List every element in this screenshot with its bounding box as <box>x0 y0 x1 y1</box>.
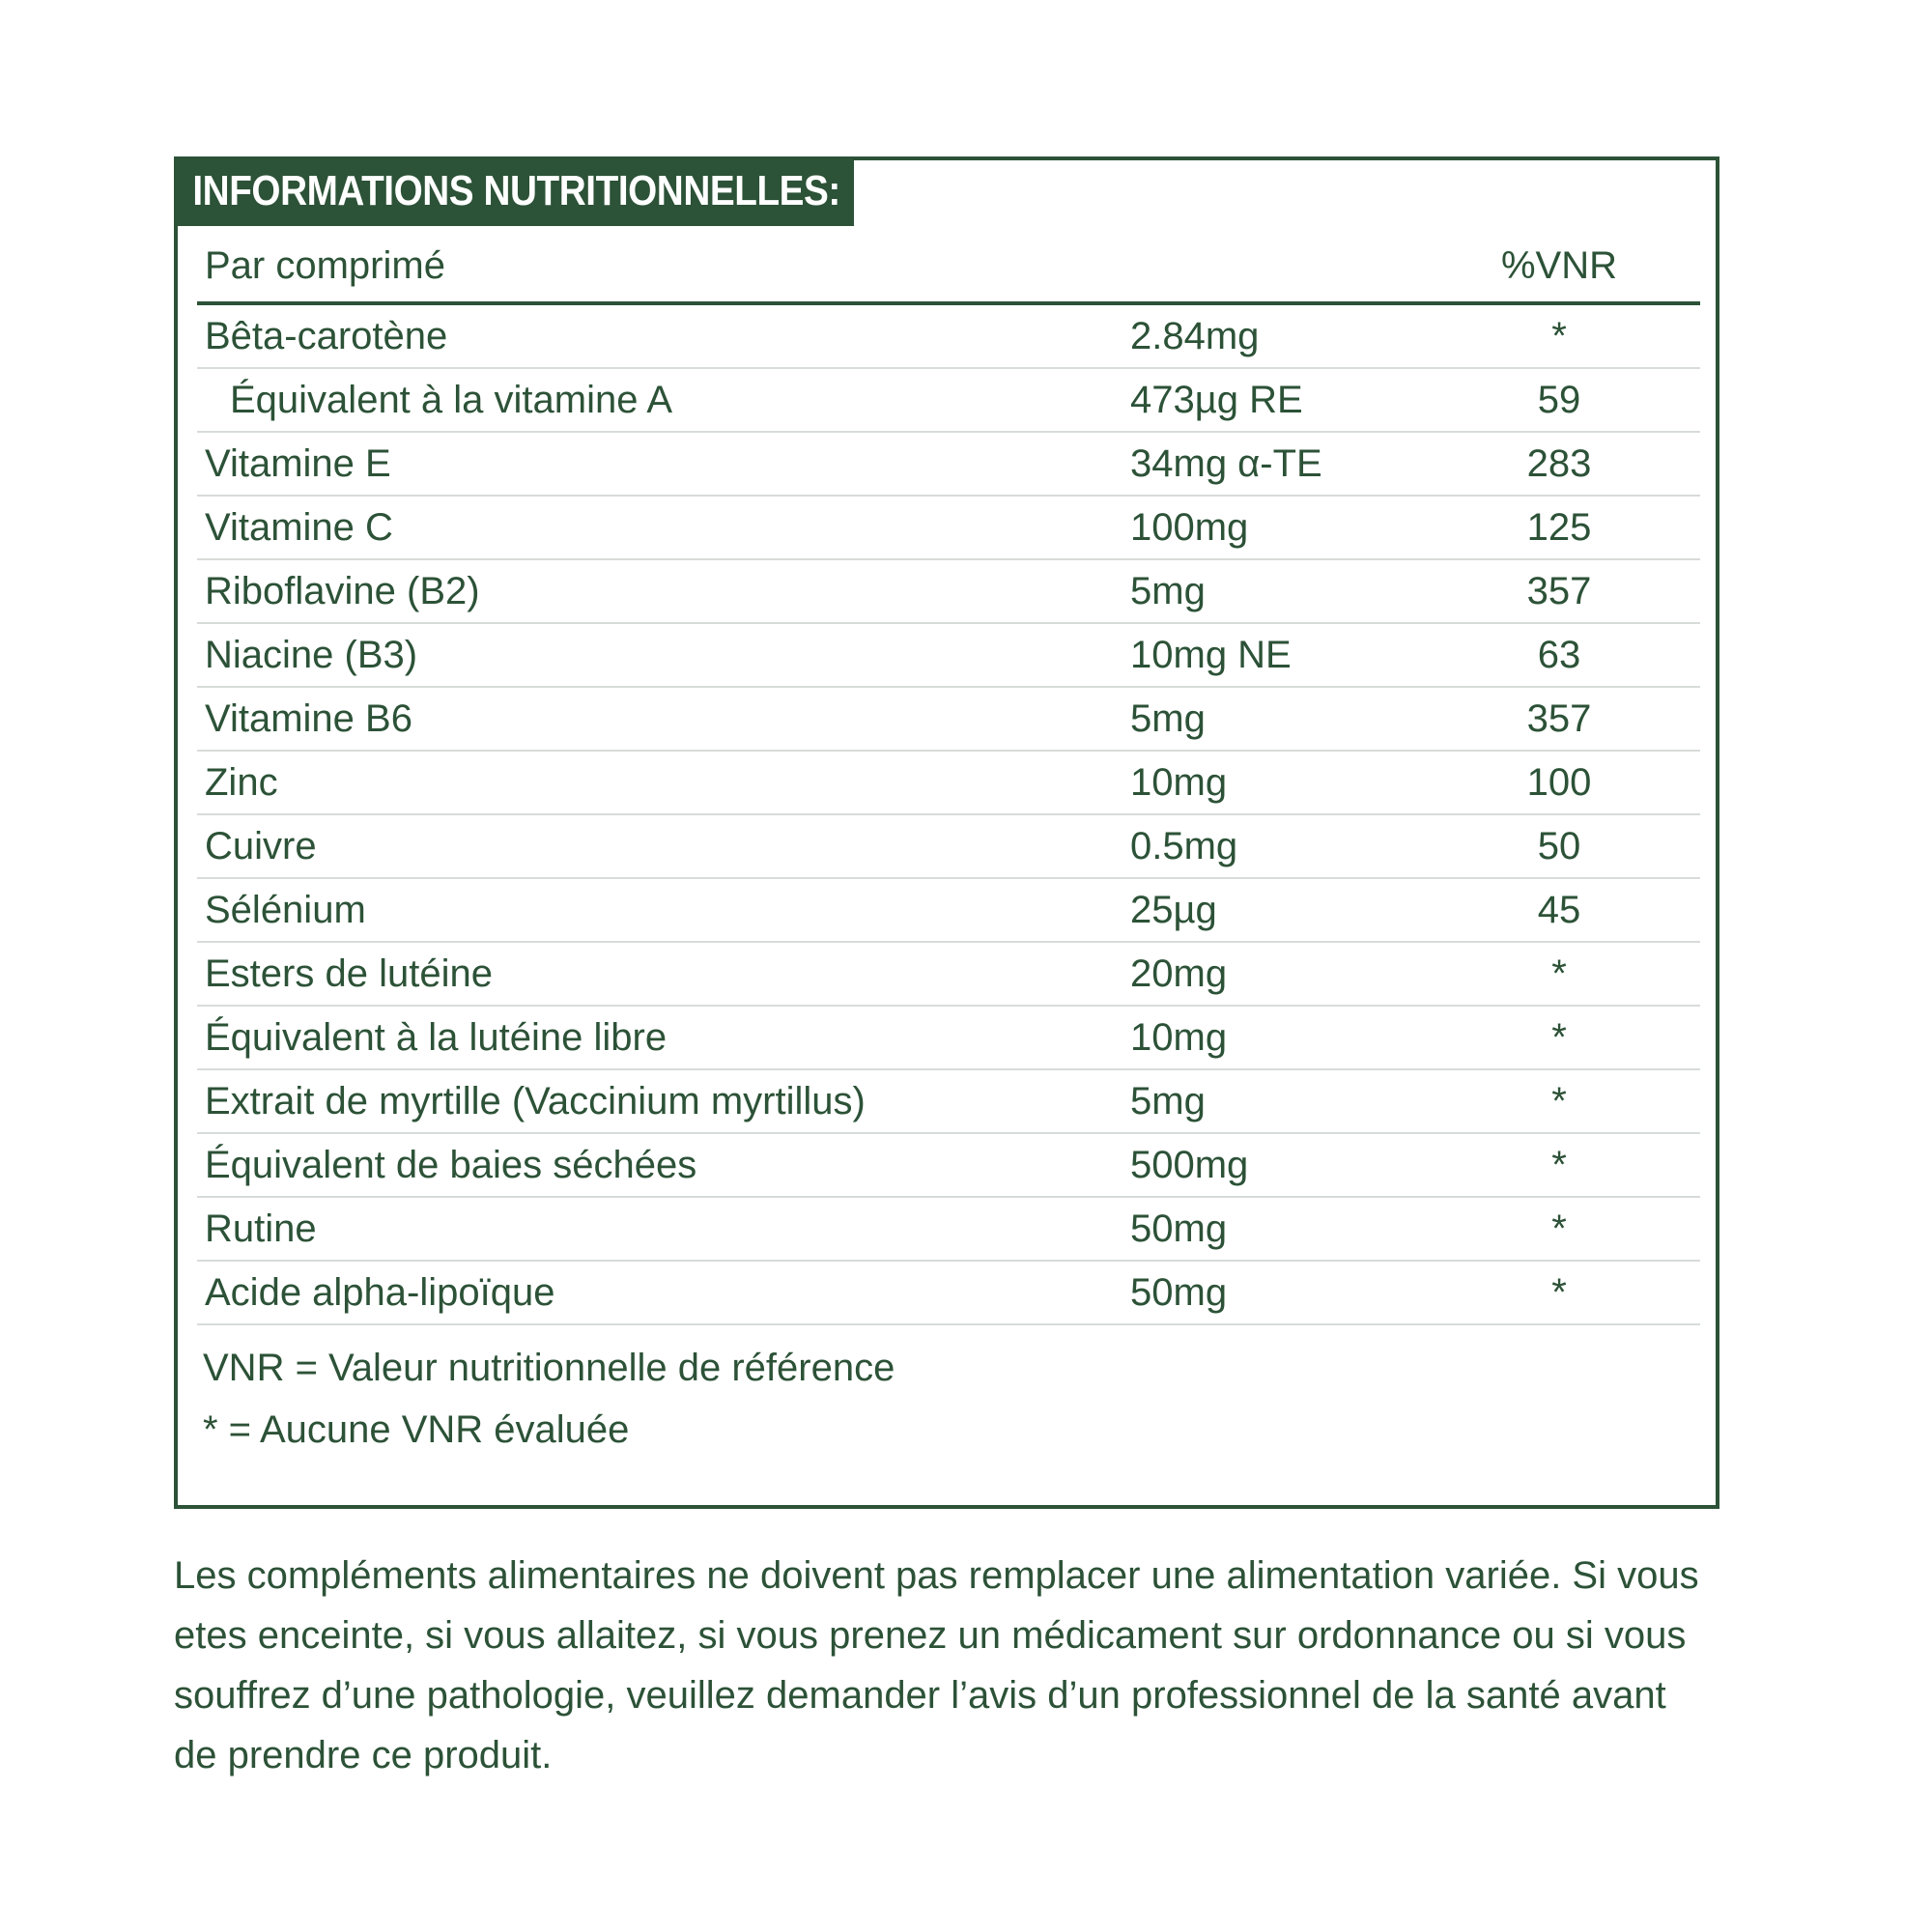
nutrient-amount: 100mg <box>1130 506 1249 549</box>
nutrient-name: Zinc <box>205 761 278 804</box>
nutrient-vnr: * <box>1551 1144 1567 1186</box>
table-row <box>197 943 1700 1007</box>
nutrient-amount: 50mg <box>1130 1271 1228 1314</box>
nutrient-vnr: 59 <box>1537 379 1581 421</box>
nutrient-vnr: 45 <box>1537 889 1581 931</box>
nutrient-amount: 2.84mg <box>1130 315 1260 357</box>
nutrient-vnr: 125 <box>1526 506 1592 549</box>
nutrient-vnr: 357 <box>1526 570 1592 612</box>
table-row <box>197 560 1700 624</box>
header-vnr: %VNR <box>1500 244 1618 287</box>
nutrient-vnr: * <box>1551 1271 1567 1314</box>
table-row <box>197 752 1700 815</box>
nutrient-vnr: * <box>1551 1016 1567 1059</box>
footnotes <box>203 1337 895 1461</box>
nutrient-amount: 5mg <box>1130 1080 1206 1122</box>
table-row <box>197 624 1700 688</box>
table-row <box>197 369 1700 433</box>
nutrient-name: Rutine <box>205 1208 317 1250</box>
table-row <box>197 815 1700 879</box>
nutrient-name: Vitamine C <box>205 506 393 549</box>
nutrient-vnr: 357 <box>1526 697 1592 740</box>
nutrient-amount: 34mg α-TE <box>1130 442 1322 485</box>
table-row <box>197 433 1700 497</box>
nutrition-table <box>197 230 1700 1325</box>
nutrient-vnr: * <box>1551 315 1567 357</box>
panel-title: INFORMATIONS NUTRITIONNELLES: <box>174 156 854 226</box>
nutrient-name: Acide alpha-lipoïque <box>205 1271 555 1314</box>
table-header <box>197 230 1700 305</box>
nutrient-amount: 10mg <box>1130 1016 1228 1059</box>
nutrient-amount: 500mg <box>1130 1144 1249 1186</box>
table-row <box>197 879 1700 943</box>
nutrient-name: Équivalent à la lutéine libre <box>205 1016 668 1059</box>
nutrient-name: Vitamine B6 <box>205 697 412 740</box>
table-row <box>197 1134 1700 1198</box>
nutrient-amount: 10mg <box>1130 761 1228 804</box>
table-row <box>197 1070 1700 1134</box>
nutrient-amount: 10mg NE <box>1130 634 1292 676</box>
nutrient-vnr: 100 <box>1526 761 1592 804</box>
nutrient-amount: 0.5mg <box>1130 825 1238 867</box>
nutrient-name: Niacine (B3) <box>205 634 418 676</box>
nutrient-amount: 20mg <box>1130 952 1228 995</box>
table-row <box>197 1007 1700 1070</box>
disclaimer-text: Les compléments alimentaires ne doivent pas remplacer une alimentation variée. Si vous etes enceinte, si vous allaitez, si vous prenez un médicament sur ordonnance ou si vous souffrez d’une pathologie, veuillez demander l’avis d’un professionnel de la santé avant de prendre ce produit. <box>174 1554 1699 1776</box>
nutrient-vnr: * <box>1551 952 1567 995</box>
table-body <box>197 305 1700 1325</box>
table-row <box>197 1262 1700 1325</box>
table-row <box>197 305 1700 369</box>
table-row <box>197 1198 1700 1262</box>
nutrient-amount: 5mg <box>1130 697 1206 740</box>
nutrient-name: Équivalent de baies séchées <box>205 1144 697 1186</box>
nutrient-vnr: 283 <box>1526 442 1592 485</box>
nutrient-vnr: * <box>1551 1080 1567 1122</box>
nutrient-name: Cuivre <box>205 825 317 867</box>
footnote-vnr-definition: VNR = Valeur nutritionnelle de référence <box>203 1347 895 1389</box>
nutrient-amount: 50mg <box>1130 1208 1228 1250</box>
nutrient-name: Équivalent à la vitamine A <box>230 379 673 421</box>
nutrient-name: Sélénium <box>205 889 366 931</box>
nutrient-vnr: * <box>1551 1208 1567 1250</box>
nutrient-amount: 473µg RE <box>1130 379 1303 421</box>
nutrient-name: Bêta-carotène <box>205 315 448 357</box>
nutrient-amount: 5mg <box>1130 570 1206 612</box>
nutrient-name: Riboflavine (B2) <box>205 570 480 612</box>
nutrient-name: Extrait de myrtille (Vaccinium myrtillus) <box>205 1080 866 1122</box>
header-per-tablet: Par comprimé <box>205 244 445 287</box>
table-row <box>197 688 1700 752</box>
nutrition-panel <box>174 156 1719 1509</box>
nutrient-name: Esters de lutéine <box>205 952 493 995</box>
nutrient-vnr: 50 <box>1537 825 1581 867</box>
nutrient-name: Vitamine E <box>205 442 391 485</box>
nutrient-vnr: 63 <box>1537 634 1581 676</box>
table-row <box>197 497 1700 560</box>
nutrient-amount: 25µg <box>1130 889 1217 931</box>
footnote-no-vnr: * = Aucune VNR évaluée <box>203 1408 630 1451</box>
